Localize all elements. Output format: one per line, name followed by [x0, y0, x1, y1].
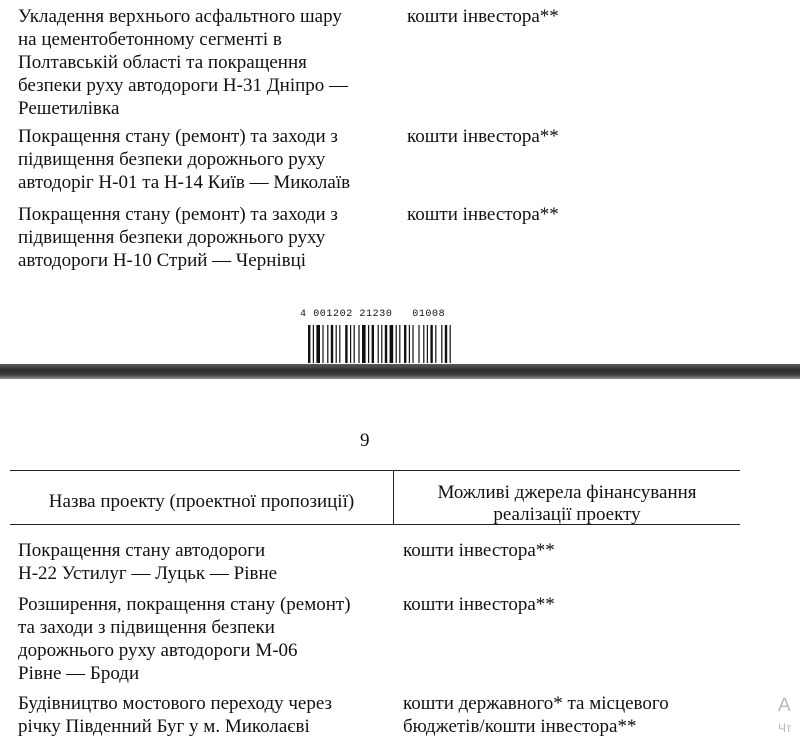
project-name-cell: Розширення, покращення стану (ремонт) та заходи з підвищення безпеки дорожнього руху автодороги М-06 Рівне — Броди: [18, 594, 351, 684]
funding-source-cell: кошти інвестора**: [407, 6, 559, 27]
document-barcode: [300, 309, 470, 363]
column-header-project: Назва проекту (проектної пропозиції): [48, 491, 355, 512]
funding-source-cell: кошти державного* та місцевого бюджетів/кошти інвестора**: [403, 693, 669, 737]
edge-overlay-line: А: [778, 695, 791, 716]
funding-source-cell: кошти інвестора**: [403, 594, 555, 615]
funding-source-cell: кошти інвестора**: [407, 204, 559, 225]
table-top-rule: [10, 470, 740, 471]
funding-source-cell: кошти інвестора**: [403, 540, 555, 561]
project-name-cell: Покращення стану (ремонт) та заходи з підвищення безпеки дорожнього руху автодороги Н-10 Стрий — Чернівці: [18, 204, 338, 271]
project-name-cell: Покращення стану автодороги Н-22 Устилуг — Луцьк — Рівне: [18, 540, 278, 584]
edge-overlay-line: Чт: [778, 721, 792, 735]
funding-source-cell: кошти інвестора**: [407, 126, 559, 147]
edge-overlay-text: [778, 695, 792, 739]
project-name-cell: Укладення верхнього асфальтного шару на цементобетонному сегменті в Полтавській області та покращення безпеки руху автодороги Н-31 Дніпро — Решетилівка: [18, 6, 349, 119]
page-number: 9: [360, 430, 370, 451]
page-break-divider: [0, 364, 800, 379]
column-header-funding: Можливі джерела фінансування реалізації проекту: [437, 482, 697, 525]
project-name-cell: Покращення стану (ремонт) та заходи з підвищення безпеки дорожнього руху автодоріг Н-01 та Н-14 Київ — Миколаїв: [18, 126, 351, 193]
project-name-cell: Будівництво мостового переходу через річку Південний Буг у м. Миколаєві: [18, 693, 333, 737]
barcode-number: 4 001202 21230 01008: [300, 309, 446, 320]
barcode-bars-image: [308, 325, 466, 363]
